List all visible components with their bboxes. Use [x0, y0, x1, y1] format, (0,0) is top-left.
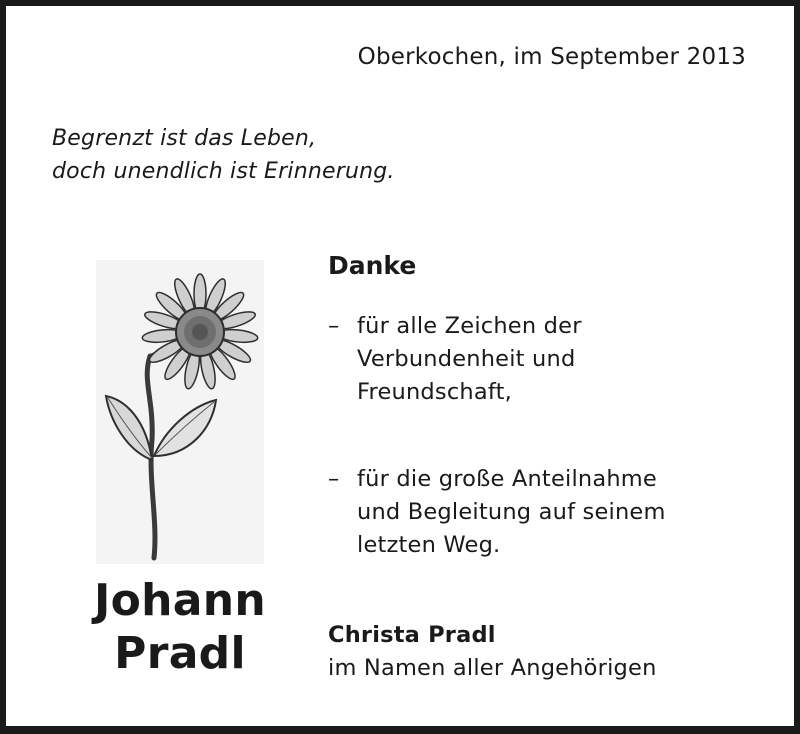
- quote-line: Begrenzt ist das Leben,: [52, 126, 317, 151]
- thanks-line: und Begleitung auf seinem: [357, 499, 666, 525]
- first-name: Johann: [93, 575, 267, 626]
- thanks-line: Freundschaft,: [357, 379, 512, 405]
- place-date: Oberkochen, im September 2013: [357, 44, 746, 70]
- thanks-item: [328, 310, 582, 409]
- thanks-heading: Danke: [328, 251, 417, 280]
- quote: [52, 122, 395, 188]
- signer-note: im Namen aller Angehörigen: [328, 655, 657, 681]
- signer-name: Christa Pradl: [328, 622, 496, 648]
- thanks-line: letzten Weg.: [357, 532, 501, 558]
- last-name: Pradl: [114, 628, 246, 679]
- signature: [328, 619, 657, 685]
- thanks-line: für alle Zeichen der: [357, 313, 582, 339]
- thanks-item: [328, 463, 666, 562]
- quote-line: doch unendlich ist Erinnerung.: [52, 159, 395, 184]
- thanks-line: für die große Anteilnahme: [357, 466, 657, 492]
- thanks-line: Verbundenheit und: [357, 346, 576, 372]
- sunflower-icon: [96, 260, 264, 564]
- dash-bullet: –: [328, 466, 340, 492]
- deceased-name: [80, 574, 280, 680]
- dash-bullet: –: [328, 313, 340, 339]
